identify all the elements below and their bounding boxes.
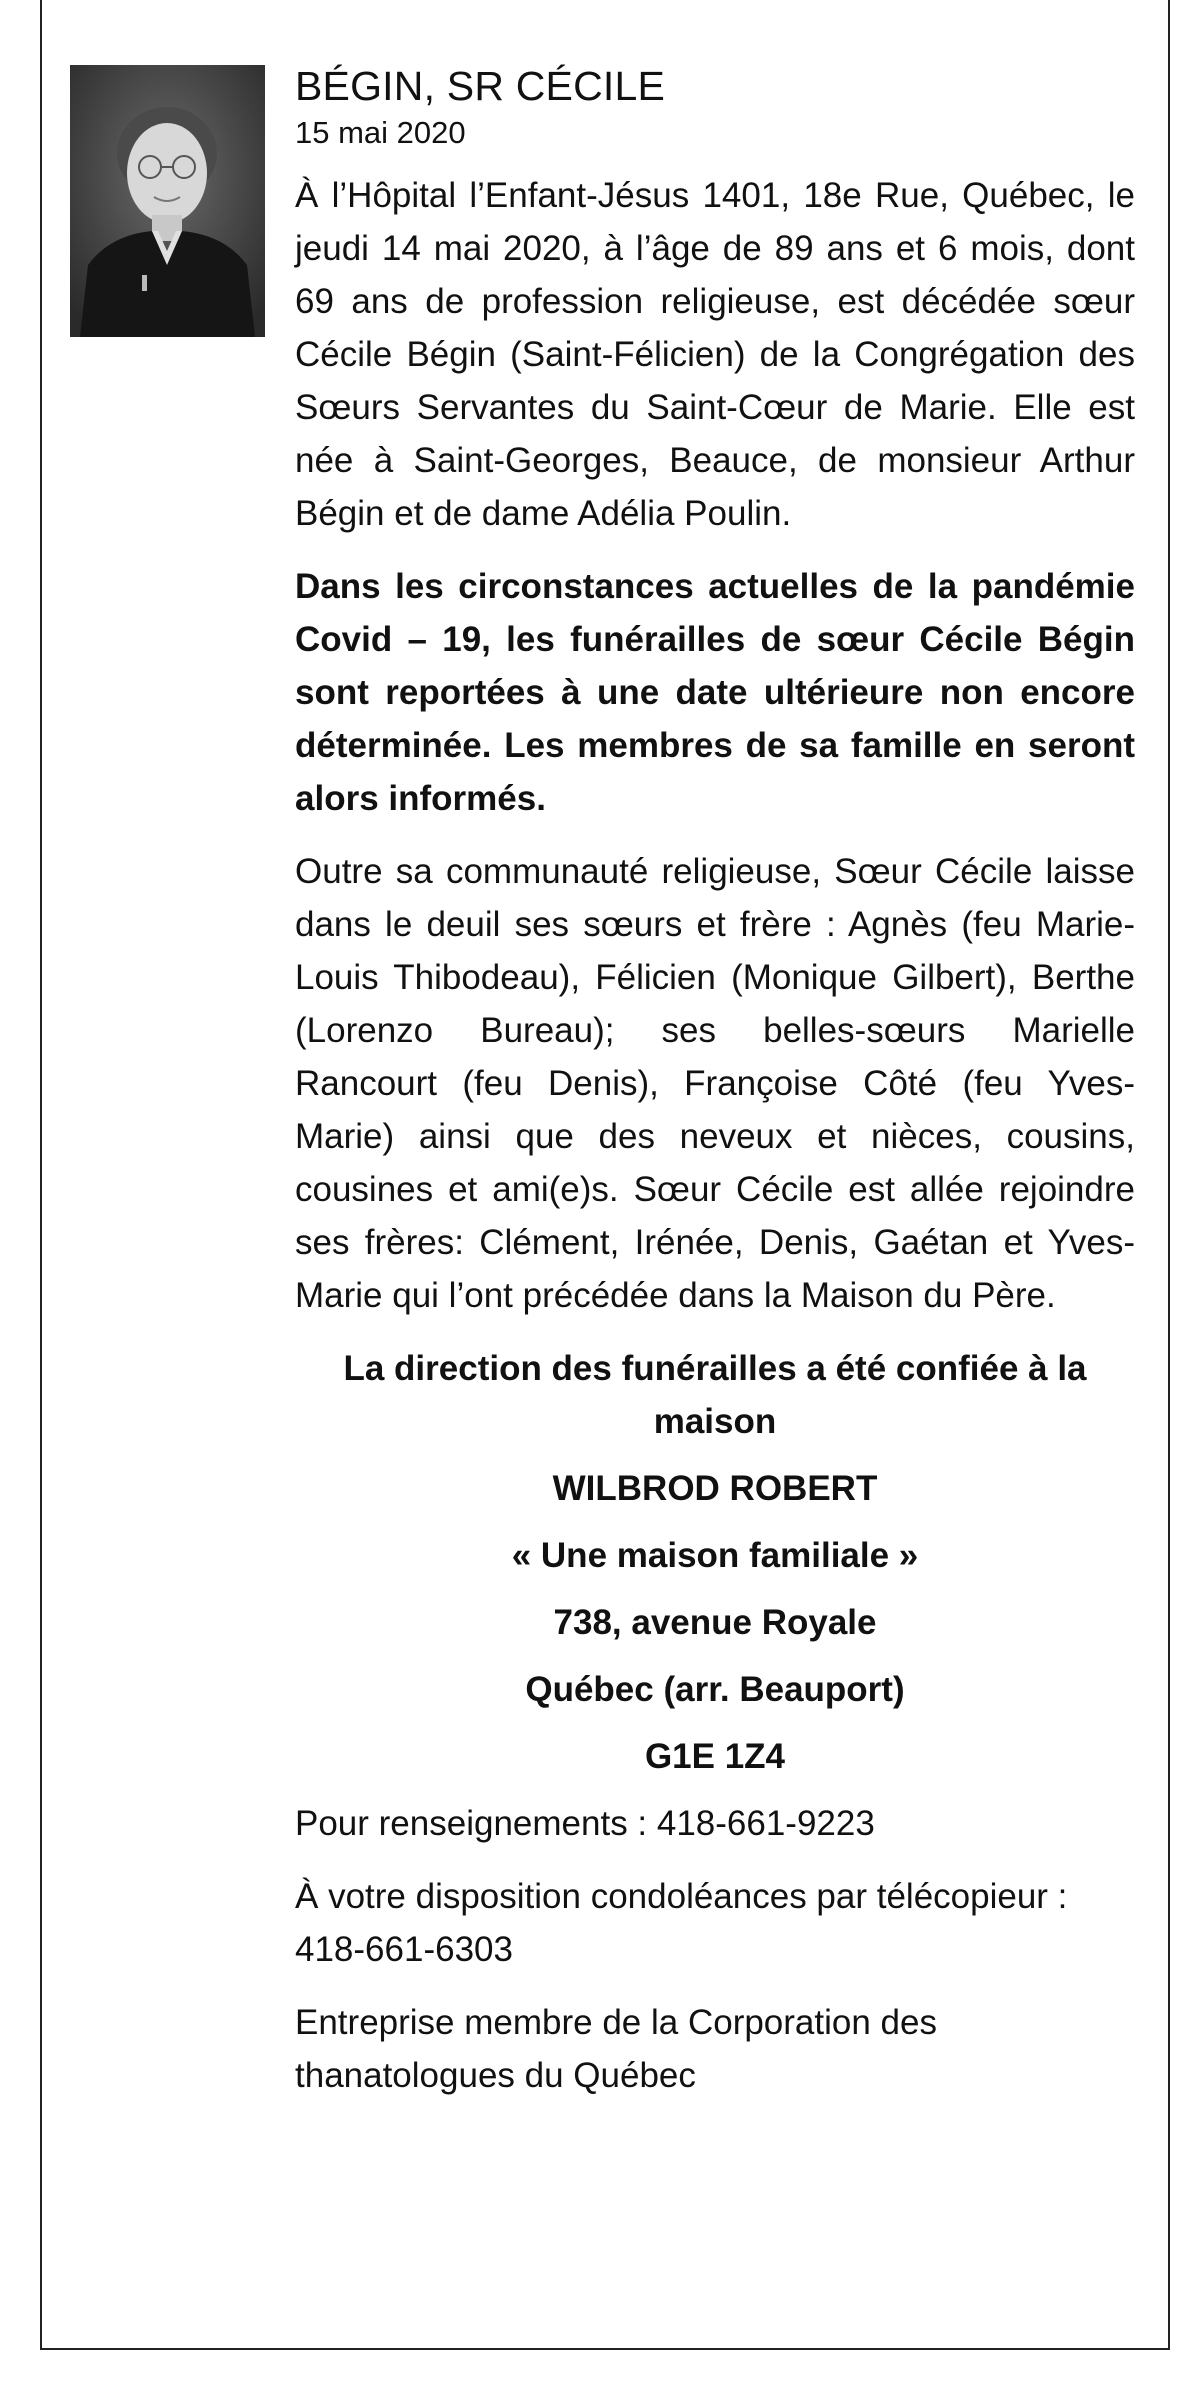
funeral-postponed-notice: Dans les circonstances actuelles de la pandémie Covid – 19, les funérailles de sœur Cécile Bégin sont reportées à une date ultérieure non encore déterminée. Les membres de sa famille en seront alors informés. [295,567,1135,819]
funeral-home-block [295,1342,1135,1783]
funeral-home-intro: La direction des funérailles a été confiée à la maison [343,1349,1087,1442]
funeral-home-slogan: « Une maison familiale » [511,1536,919,1576]
funeral-home-name: WILBROD ROBERT [552,1469,878,1509]
info-phone: Pour renseignements : 418-661-9223 [295,1804,875,1844]
portrait-photo [70,65,265,337]
funeral-home-street: 738, avenue Royale [553,1603,877,1643]
funeral-home-postal-code: G1E 1Z4 [644,1737,786,1777]
fax-number: À votre disposition condoléances par télécopieur : 418-661-6303 [295,1877,1068,1970]
membership-note: Entreprise membre de la Corporation des thanatologues du Québec [295,2003,937,2096]
death-notice-paragraph: À l’Hôpital l’Enfant-Jésus 1401, 18e Rue, Québec, le jeudi 14 mai 2020, à l’âge de 89 ans et 6 mois, dont 69 ans de profession religieuse, est décédée sœur Cécile Bégin (Saint-Félicien) de la Congrégation des Sœurs Servantes du Saint-Cœur de Marie. Elle est née à Saint-Georges, Beauce, de monsieur Arthur Bégin et de dame Adélia Poulin. [295,176,1135,534]
funeral-home-city: Québec (arr. Beauport) [525,1670,905,1710]
publication-date: 15 mai 2020 [295,115,466,151]
obituary-content [295,62,1135,2122]
deceased-name: BÉGIN, SR CÉCILE [295,63,666,109]
portrait-image [70,65,265,337]
family-paragraph: Outre sa communauté religieuse, Sœur Cécile laisse dans le deuil ses sœurs et frère : Agnès (feu Marie-Louis Thibodeau), Félicien (Monique Gilbert), Berthe (Lorenzo Bureau); ses belles-sœurs Marielle Rancourt (feu Denis), Françoise Côté (feu Yves-Marie) ainsi que des neveux et nièces, cousins, cousines et ami(e)s. Sœur Cécile est allée rejoindre ses frères: Clément, Irénée, Denis, Gaétan et Yves-Marie qui l’ont précédée dans la Maison du Père. [295,852,1135,1316]
